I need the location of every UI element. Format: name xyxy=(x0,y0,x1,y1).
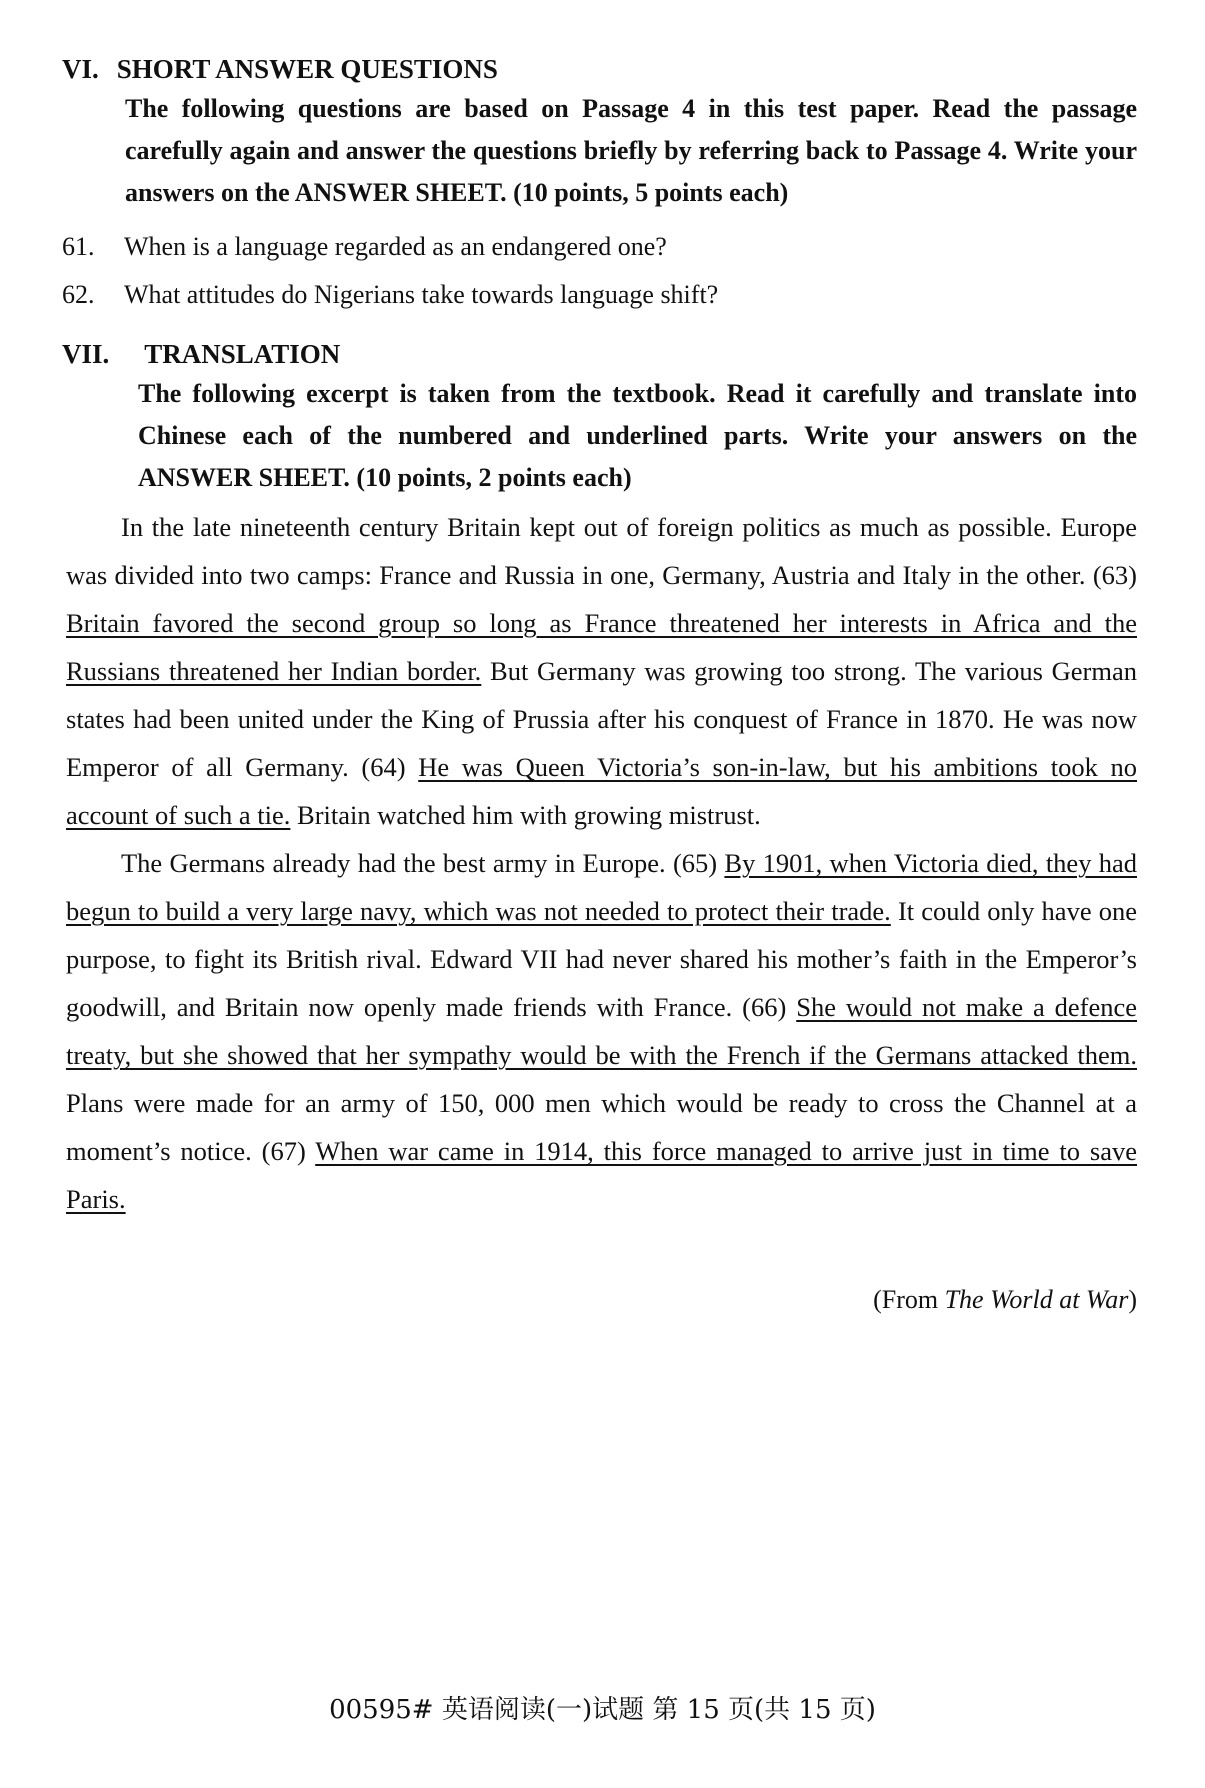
section-vii-heading xyxy=(62,337,340,371)
section-vi-number: VI. xyxy=(62,54,99,84)
underlined-part-64: He was Queen Victoria’s son-in-law, but his ambitions took no account of such a tie. xyxy=(66,752,1137,830)
question-number: 62. xyxy=(62,280,95,309)
question-number: 61. xyxy=(62,232,95,261)
passage-text: But Germany was growing too strong. The various German states had been united under the King of Prussia after his conquest of France in 1870. He was now Emperor of all Germany. (64) xyxy=(66,656,1137,782)
passage-text: Plans were made for an army of 150, 000 men which would be ready to cross the Channel at a moment’s notice. (67) xyxy=(66,1088,1137,1166)
passage-text: In the late nineteenth century Britain kept out of foreign politics as much as possible. Europe was divided into two camps: France and Russia in one, Germany, Austria and Italy in the other. (63) xyxy=(66,512,1137,590)
underlined-part-63: Britain favored the second group so long as France threatened her interests in Africa and the Russians threatened her Indian border. xyxy=(66,608,1137,686)
passage-text: Britain watched him with growing mistrust. xyxy=(290,800,761,830)
underlined-part-67: When war came in 1914, this force managed to arrive just in time to save Paris. xyxy=(66,1136,1137,1214)
passage-text: It could only have one purpose, to fight its British rival. Edward VII had never shared his mother’s faith in the Emperor’s goodwill, and Britain now openly made friends with France. (66) xyxy=(66,896,1137,1022)
underlined-part-65: By 1901, when Victoria died, they had begun to build a very large navy, which was not needed to protect their trade. xyxy=(66,848,1137,926)
section-vii-title: TRANSLATION xyxy=(144,339,341,369)
question-62 xyxy=(62,278,718,312)
question-text: When is a language regarded as an endangered one? xyxy=(124,232,667,261)
section-vi-heading xyxy=(62,52,498,86)
source-title: The World at War xyxy=(944,1285,1129,1314)
question-61 xyxy=(62,230,667,264)
passage-source xyxy=(873,1283,1137,1317)
section-vii-instructions: The following excerpt is taken from the textbook. Read it carefully and translate into Chinese each of the numbered and underlined parts. Write your answers on the ANSWER SHEET. (10 points, 2 points each) xyxy=(138,379,1137,492)
question-text: What attitudes do Nigerians take towards language shift? xyxy=(124,280,719,309)
translation-passage xyxy=(66,503,1137,1223)
passage-paragraph-2 xyxy=(66,839,1137,1223)
section-vi-title: SHORT ANSWER QUESTIONS xyxy=(116,54,498,84)
page-footer: 00595# 英语阅读(一)试题 第 15 页(共 15 页) xyxy=(329,1695,876,1725)
section-vi-instructions: The following questions are based on Passage 4 in this test paper. Read the passage carefully again and answer the questions briefly by referring back to Passage 4. Write your answers on the ANSWER SHEET. (10 points, 5 points each) xyxy=(125,94,1137,207)
source-prefix: (From xyxy=(873,1285,945,1314)
source-suffix: ) xyxy=(1128,1285,1137,1314)
underlined-part-66: She would not make a defence treaty, but she showed that her sympathy would be with the French if the Germans attacked them. xyxy=(66,992,1137,1070)
section-vii-number: VII. xyxy=(62,339,110,369)
passage-paragraph-1 xyxy=(66,503,1137,839)
passage-text: The Germans already had the best army in Europe. (65) xyxy=(121,848,725,878)
